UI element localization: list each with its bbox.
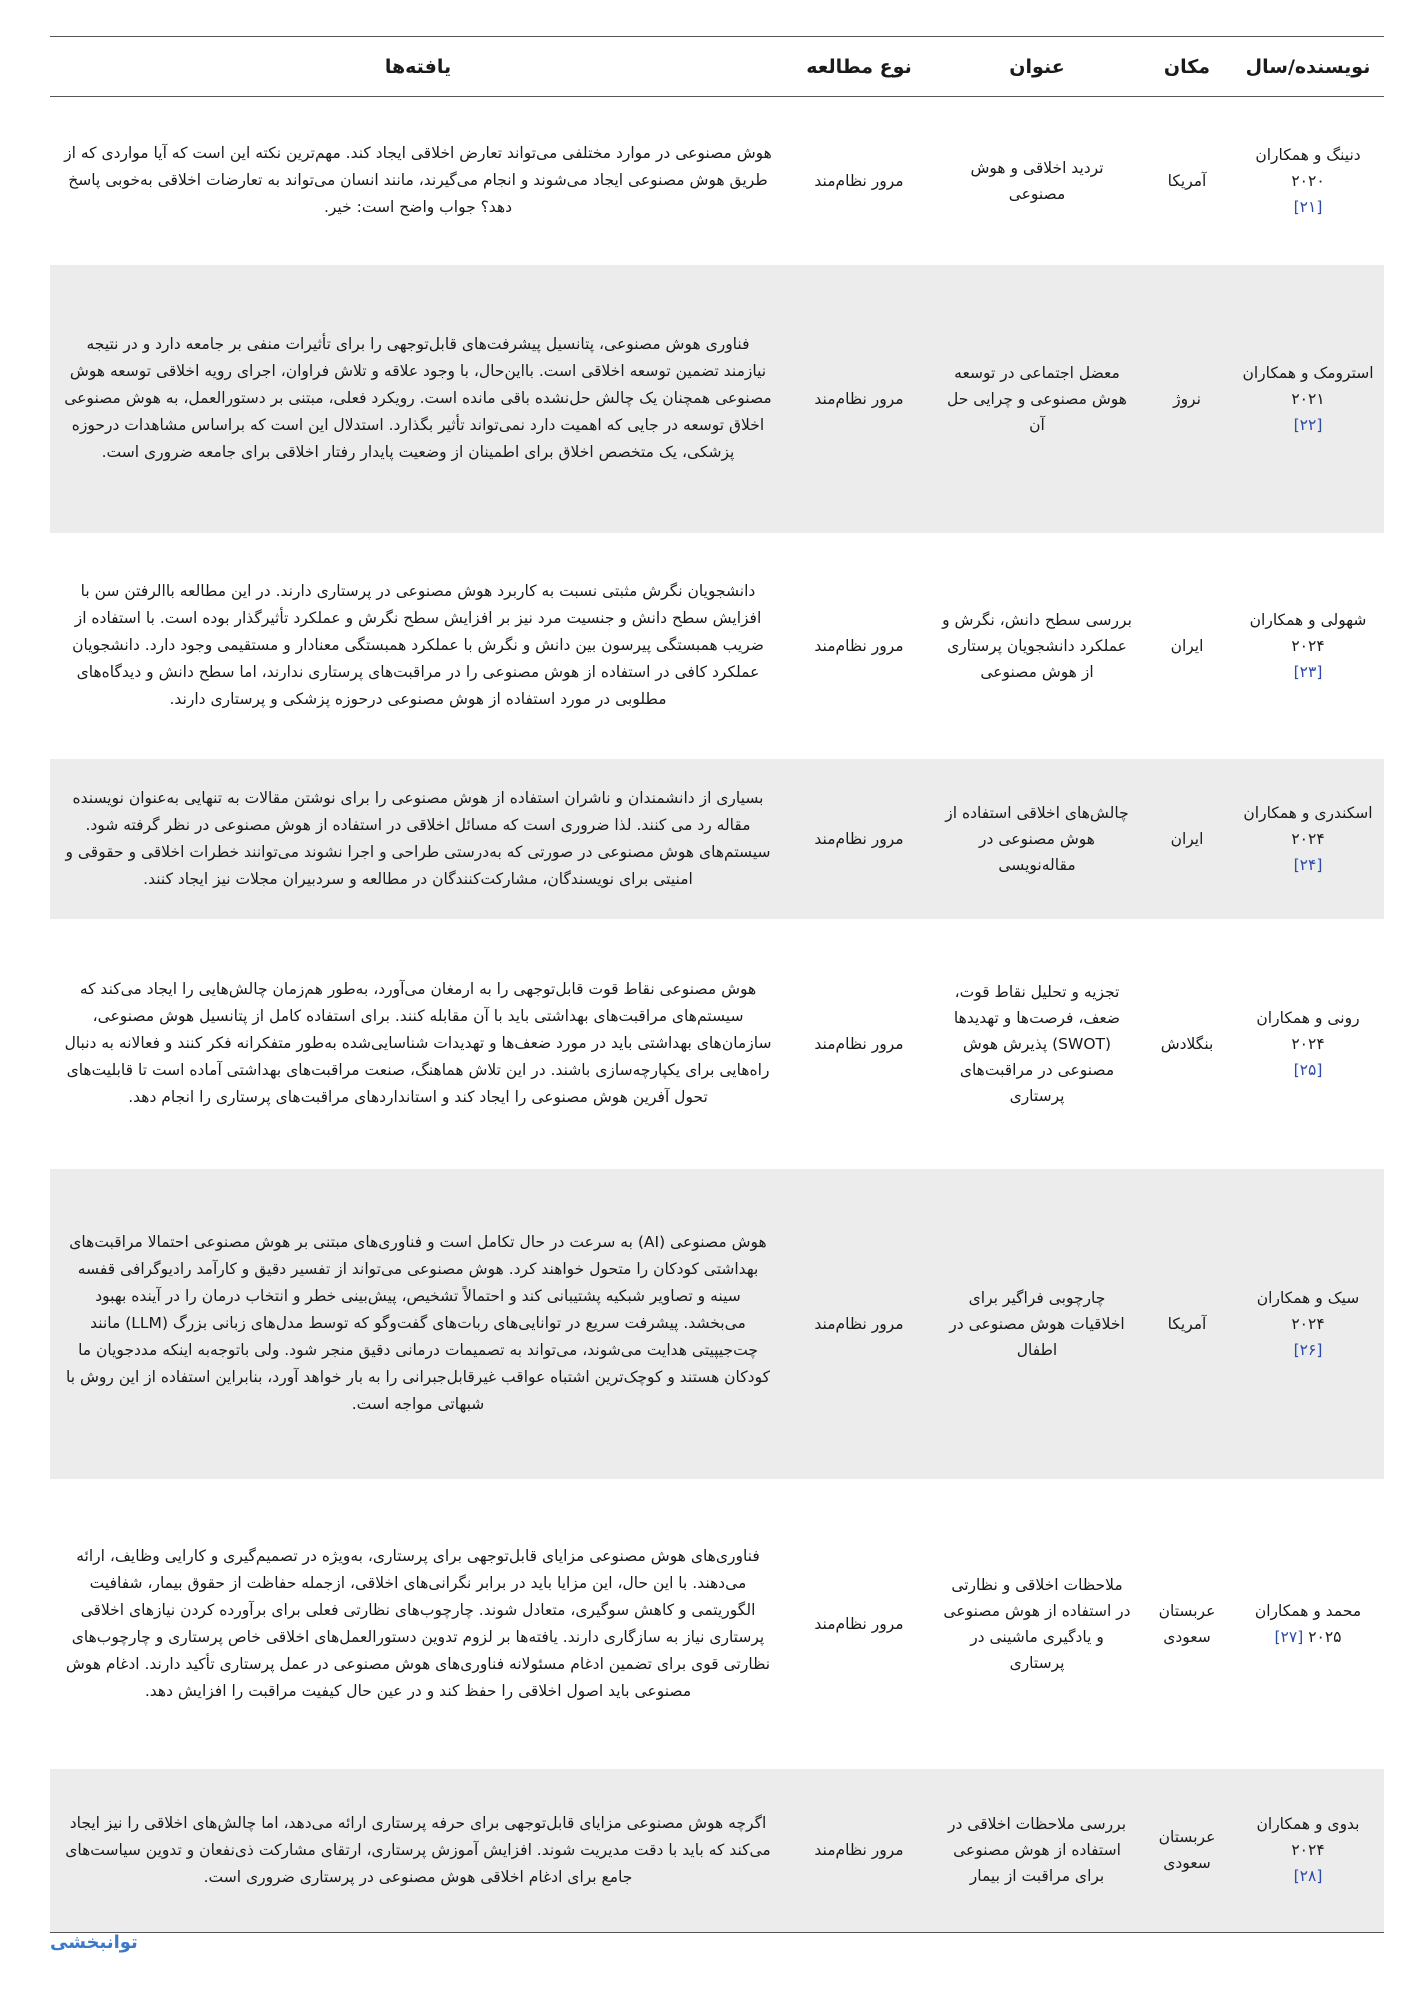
author-name: اسکندری و همکاران: [1243, 803, 1373, 822]
cell-place: عربستان سعودی: [1158, 1601, 1216, 1646]
author-name: رونی و همکاران: [1256, 1008, 1360, 1027]
reference-link[interactable]: [۲۵]: [1293, 1060, 1323, 1079]
table-body: [50, 97, 1384, 1933]
cell-findings: هوش مصنوعی نقاط قوت قابل‌توجهی را به ارمغان می‌آورد، به‌طور هم‌زمان چالش‌هایی را ایجاد می‌کند که سیستم‌های مراقبت‌های بهداشتی باید با آن مقابله کنند. برای استفاده کامل از پتانسیل هوش مصنوعی، سازمان‌های بهداشتی باید در مورد ضعف‌ها و تهدیدات شناسایی‌شده به‌طور متفکرانه فکر کنند و فعالانه به دنبال راه‌هایی برای یکپارچه‌سازی باشند. در این تلاش هماهنگ، صنعت مراقبت‌های بهداشتی آماده است تا قابلیت‌های تحول آفرین هوش مصنوعی را ایجاد کند و استانداردهای مراقبت‌های پرستاری را انجام دهد.: [64, 980, 772, 1106]
cell-study-type: مرور نظام‌مند: [814, 1314, 904, 1333]
cell-findings: دانشجویان نگرش مثبتی نسبت به کاربرد هوش مصنوعی در پرستاری دارند. در این مطالعه باالرفتن سن با افزایش سطح دانش و جنسیت مرد نیز بر افزایش سطح نگرش و عملکرد تأثیرگذار بوده است. با استفاده از ضریب همبستگی پیرسون بین دانش و نگرش با عملکرد همبستگی معنادار و مستقیمی وجود دارد. دانشجویان عملکرد کافی در استفاده از هوش مصنوعی را در مراقبت‌های پرستاری ندارند، اما سطح دانش و دیدگاه‌های مطلوبی در مورد استفاده از هوش مصنوعی درحوزه پزشکی و پرستاری دارند.: [72, 582, 764, 708]
literature-review-table: [50, 36, 1384, 1933]
journal-logo: توانبخشی: [50, 1932, 138, 1953]
publication-year: ۲۰۲۴: [1291, 636, 1325, 655]
cell-author-year: [1232, 919, 1384, 1169]
cell-study-type: مرور نظام‌مند: [814, 829, 904, 848]
cell-title: معضل اجتماعی در توسعه هوش مصنوعی و چرایی حل آن: [947, 363, 1127, 434]
cell-place: عربستان سعودی: [1158, 1828, 1216, 1873]
reference-link[interactable]: [۲۷]: [1274, 1627, 1304, 1646]
cell-place: نروژ: [1173, 389, 1201, 408]
literature-review-table-container: [50, 36, 1384, 1933]
cell-study-type: مرور نظام‌مند: [814, 1841, 904, 1860]
header-study-type: نوع مطالعه: [806, 55, 912, 78]
header-findings: یافته‌ها: [384, 55, 452, 78]
author-name: دنینگ و همکاران: [1255, 145, 1361, 164]
cell-findings: فناوری هوش مصنوعی، پتانسیل پیشرفت‌های قابل‌توجهی را برای تأثیرات منفی بر جامعه دارد و در نتیجه نیازمند تضمین توسعه اخلاقی است. بااین‌حال، با وجود علاقه و تلاش فراوان، اجرای رویه اخلاقی توسعه هوش مصنوعی همچنان یک چالش حل‌نشده باقی مانده است. رویکرد فعلی، مبتنی بر دستورالعمل، به هوش مصنوعی اخلاق توسعه در جایی که اهمیت دارد نمی‌تواند تأثیر بگذارد. استدلال این است که براساس مشاهدات درحوزه پزشکی، یک متخصص اخلاق برای اطمینان از وضعیت پایدار رفتار اخلاقی برای جامعه ضروری است.: [64, 335, 772, 461]
cell-findings: هوش مصنوعی (AI) به سرعت در حال تکامل است و فناوری‌های مبتنی بر هوش مصنوعی احتمالا مراقبت‌های بهداشتی کودکان را متحول خواهند کرد. هوش مصنوعی می‌تواند از تفسیر دقیق و کارآمد رادیوگرافی قفسه سینه و تصاویر شبکیه پشتیبانی کند و احتمالاً تشخیص، پیش‌بینی خطر و انتخاب درمان را در آینده بهبود می‌بخشد. پیشرفت سریع در توانایی‌های ربات‌های گفت‌وگو که توسط مدل‌های زبانی بزرگ (LLM) مانند چت‌جیپیتی هدایت می‌شوند، می‌تواند به تصمیمات درمانی دقیق منجر شود. ولی باتوجه‌به اینکه مددجویان ما کودکان هستند و کوچک‌ترین اشتباه عواقب غیرقابل‌جبرانی را به بار خواهد آورد، بنابراین استفاده از این روش با شبهاتی مواجه است.: [66, 1233, 770, 1413]
reference-link[interactable]: [۲۸]: [1293, 1867, 1323, 1886]
cell-title: ملاحظات اخلاقی و نظارتی در استفاده از هوش مصنوعی و یادگیری ماشینی در پرستاری: [943, 1575, 1131, 1672]
publication-year: ۲۰۲۰: [1291, 171, 1325, 190]
cell-author-year: [1232, 533, 1384, 759]
table-row: [50, 1769, 1384, 1933]
cell-study-type: مرور نظام‌مند: [814, 1034, 904, 1053]
cell-title: چارچوبی فراگیر برای اخلاقیات هوش مصنوعی در اطفال: [949, 1288, 1125, 1359]
cell-place: ایران: [1170, 829, 1204, 848]
author-name: شهولی و همکاران: [1249, 610, 1367, 629]
cell-findings: فناوری‌های هوش مصنوعی مزایای قابل‌توجهی برای پرستاری، به‌ویژه در تصمیم‌گیری و کارایی وظایف، ارائه می‌دهند. با این حال، این مزایا باید در برابر نگرانی‌های اخلاقی، ازجمله حفاظت از حقوق بیمار، شفافیت الگوریتمی و کاهش سوگیری، متعادل شوند. چارچوب‌های نظارتی فعلی برای برآورده کردن نیازهای اخلاقی پرستاری نیاز به سازگاری دارند. یافته‌ها بر لزوم تدوین دستورالعمل‌های اخلاقی خاص پرستاری و چارچوب‌های نظارتی قوی برای تضمین ادغام مسئولانه فناوری‌های هوش مصنوعی در عمل پرستاری تأکید دارند. ادغام هوش مصنوعی باید اصول اخلاقی را حفظ کند و در عین حال کیفیت مراقبت را افزایش دهد.: [65, 1546, 771, 1700]
header-row: [50, 37, 1384, 97]
publication-year: ۲۰۲۵: [1308, 1627, 1342, 1646]
cell-author-year: [1232, 759, 1384, 919]
cell-findings: بسیاری از دانشمندان و ناشران استفاده از هوش مصنوعی را برای نوشتن مقالات به تنهایی به‌عنوان نویسنده مقاله رد می کنند. لذا ضروری است که مسائل اخلاقی در استفاده از هوش مصنوعی در نظر گرفته شود. سیستم‌های هوش مصنوعی در صورتی که به‌درستی طراحی و اجرا نشوند می‌توانند خطرات اخلاقی و حقوقی و امنیتی برای نویسندگان، مشارکت‌کنندگان در مطالعه و سردبیران مجلات نیز ایجاد کنند.: [65, 788, 771, 888]
cell-title: چالش‌های اخلاقی استفاده از هوش مصنوعی در مقاله‌نویسی: [945, 803, 1129, 874]
reference-link[interactable]: [۲۱]: [1293, 197, 1323, 216]
author-name: بدوی و همکاران: [1256, 1815, 1360, 1834]
reference-link[interactable]: [۲۴]: [1293, 855, 1323, 874]
table-header: [50, 37, 1384, 97]
table-row: [50, 533, 1384, 759]
cell-study-type: مرور نظام‌مند: [814, 1614, 904, 1633]
cell-study-type: مرور نظام‌مند: [814, 636, 904, 655]
reference-link[interactable]: [۲۳]: [1293, 662, 1323, 681]
table-row: [50, 1479, 1384, 1769]
cell-place: آمریکا: [1167, 171, 1207, 190]
table-row: [50, 759, 1384, 919]
cell-findings: اگرچه هوش مصنوعی مزایای قابل‌توجهی برای حرفه پرستاری ارائه می‌دهد، اما چالش‌های اخلاقی را نیز ایجاد می‌کند که باید با دقت مدیریت شوند. افزایش آموزش پرستاری، ارتقای مشارکت ذی‌نفعان و تدوین سیاست‌های جامع برای ادغام اخلاقی هوش مصنوعی در پرستاری ضروری است.: [65, 1813, 771, 1886]
publication-year: ۲۰۲۴: [1291, 1034, 1325, 1053]
table-row: [50, 265, 1384, 533]
header-author-year: نویسنده/سال: [1245, 55, 1371, 78]
cell-author-year: [1232, 1769, 1384, 1933]
cell-study-type: مرور نظام‌مند: [814, 389, 904, 408]
cell-title: بررسی سطح دانش، نگرش و عملکرد دانشجویان پرستاری از هوش مصنوعی: [942, 610, 1132, 681]
cell-title: بررسی ملاحظات اخلاقی در استفاده از هوش مصنوعی برای مراقبت از بیمار: [947, 1815, 1127, 1886]
author-name: محمد و همکاران: [1254, 1601, 1362, 1620]
cell-title: تجزیه و تحلیل نقاط قوت، ضعف، فرصت‌ها و تهدیدها (SWOT) پذیرش هوش مصنوعی در مراقبت‌های پرستاری: [953, 982, 1121, 1105]
reference-link[interactable]: [۲۶]: [1293, 1340, 1323, 1359]
reference-link[interactable]: [۲۲]: [1293, 415, 1323, 434]
cell-author-year: [1232, 1169, 1384, 1479]
publication-year: ۲۰۲۴: [1291, 1841, 1325, 1860]
cell-place: ایران: [1170, 636, 1204, 655]
cell-study-type: مرور نظام‌مند: [814, 171, 904, 190]
cell-author-year: [1232, 265, 1384, 533]
cell-place: بنگلادش: [1160, 1034, 1214, 1053]
publication-year: ۲۰۲۴: [1291, 1314, 1325, 1333]
cell-author-year: [1232, 1479, 1384, 1769]
table-row: [50, 97, 1384, 265]
header-title: عنوان: [1009, 55, 1065, 78]
cell-place: آمریکا: [1167, 1314, 1207, 1333]
header-place: مکان: [1163, 55, 1211, 78]
table-row: [50, 1169, 1384, 1479]
publication-year: ۲۰۲۴: [1291, 829, 1325, 848]
author-name: استرومک و همکاران: [1242, 363, 1374, 382]
table-row: [50, 919, 1384, 1169]
publication-year: ۲۰۲۱: [1291, 389, 1325, 408]
author-name: سیک و همکاران: [1256, 1288, 1360, 1307]
cell-title: تردید اخلاقی و هوش مصنوعی: [970, 158, 1104, 203]
cell-findings: هوش مصنوعی در موارد مختلفی می‌تواند تعارض اخلاقی ایجاد کند. مهم‌ترین نکته این است که آیا مواردی که از طریق هوش مصنوعی ایجاد می‌شوند و انجام می‌گیرند، مانند انسان می‌تواند به تعارضات اخلاقی به‌خوبی پاسخ دهد؟ جواب واضح است: خیر.: [64, 144, 772, 217]
cell-author-year: [1232, 97, 1384, 265]
